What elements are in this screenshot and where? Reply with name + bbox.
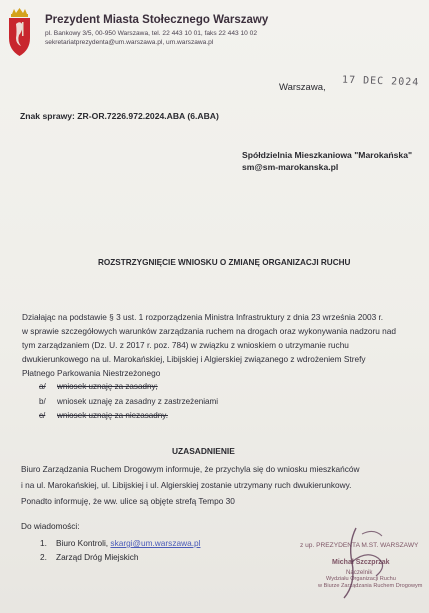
addressee-name: Spółdzielnia Mieszkaniowa "Marokańska" (242, 150, 413, 160)
stamp-role: Naczelnik (346, 569, 373, 576)
stamp-name: Michał Szczprzak (332, 559, 390, 566)
body-line: dwukierunkowego na ul. Marokańskiej, Libijskiej i Algierskiej związanego z wdrożeniem Strefy (22, 354, 366, 364)
option-c (39, 411, 168, 420)
item-text: Biuro Kontroli, (56, 538, 111, 548)
item-text: Zarząd Dróg Miejskich (56, 552, 139, 562)
date-stamp: 17 DEC 2024 (341, 74, 420, 89)
copies-to-item (40, 538, 200, 548)
option-key: a/ (39, 382, 46, 391)
option-key: c/ (39, 411, 46, 420)
option-text: wniosek uznaję za zasadny z zastrzeżeniami (57, 397, 219, 406)
date-place: Warszawa, (279, 82, 326, 93)
item-number: 2. (40, 552, 47, 562)
item-number: 1. (40, 538, 47, 548)
option-text: wniosek uznaję za niezasadny. (57, 411, 168, 420)
addressee-email: sm@sm-marokanska.pl (242, 162, 339, 172)
option-key: b/ (39, 397, 46, 406)
justification-line: Biuro Zarządzania Ruchem Drogowym informuje, że przychyla się do wniosku mieszkańców (21, 464, 360, 474)
body-line: Działając na podstawie § 3 ust. 1 rozporządzenia Ministra Infrastruktury z dnia 23 września 2003 r. (22, 312, 384, 322)
body-line: tym zarządzaniem (Dz. U. z 2017 r. poz. 784) w związku z wnioskiem o utrzymanie ruchu (22, 340, 349, 350)
justification-line: i na ul. Marokańskiej, ul. Libijskiej i ul. Algierskiej zostanie utrzymany ruch dwukierunkowy. (21, 480, 352, 490)
option-text: wniosek uznaję za zasadny; (57, 382, 158, 391)
body-line: w sprawie szczegółowych warunków zarządzania ruchem na drogach oraz wykonywania nadzoru nad (22, 326, 397, 336)
option-b (39, 397, 218, 406)
stamp-role: w Biurze Zarządzania Ruchem Drogowym (318, 583, 423, 589)
stamp-role: Wydziału Organizacji Ruchu (326, 576, 396, 582)
stamp-authority: z up. PREZYDENTA M.ST. WARSZAWY (300, 542, 419, 549)
copies-to-item (40, 552, 139, 562)
body-line: Płatnego Parkowania Niestrzeżonego (22, 368, 161, 378)
letterhead-address: pl. Bankowy 3/5, 00-950 Warszawa, tel. 22 443 10 01, faks 22 443 10 02 (45, 30, 257, 37)
justification-title: UZASADNIENIE (172, 446, 235, 456)
warsaw-coat-of-arms-icon (7, 8, 32, 58)
option-a (39, 382, 158, 391)
case-reference: Znak sprawy: ZR-OR.7226.972.2024.ABA (6.ABA) (20, 111, 219, 121)
copies-to-label: Do wiadomości: (21, 521, 80, 531)
item-email-link[interactable]: skargi@um.warszawa.pl (110, 538, 201, 548)
letterhead-title: Prezydent Miasta Stołecznego Warszawy (45, 14, 269, 26)
handwritten-signature (296, 524, 426, 602)
document-title: ROZSTRZYGNIĘCIE WNIOSKU O ZMIANĘ ORGANIZACJI RUCHU (98, 258, 351, 267)
letterhead-contact: sekretariatprezydenta@um.warszawa.pl, um.warszawa.pl (45, 39, 214, 46)
justification-line: Ponadto informuję, że ww. ulice są objęte strefą Tempo 30 (21, 496, 235, 506)
